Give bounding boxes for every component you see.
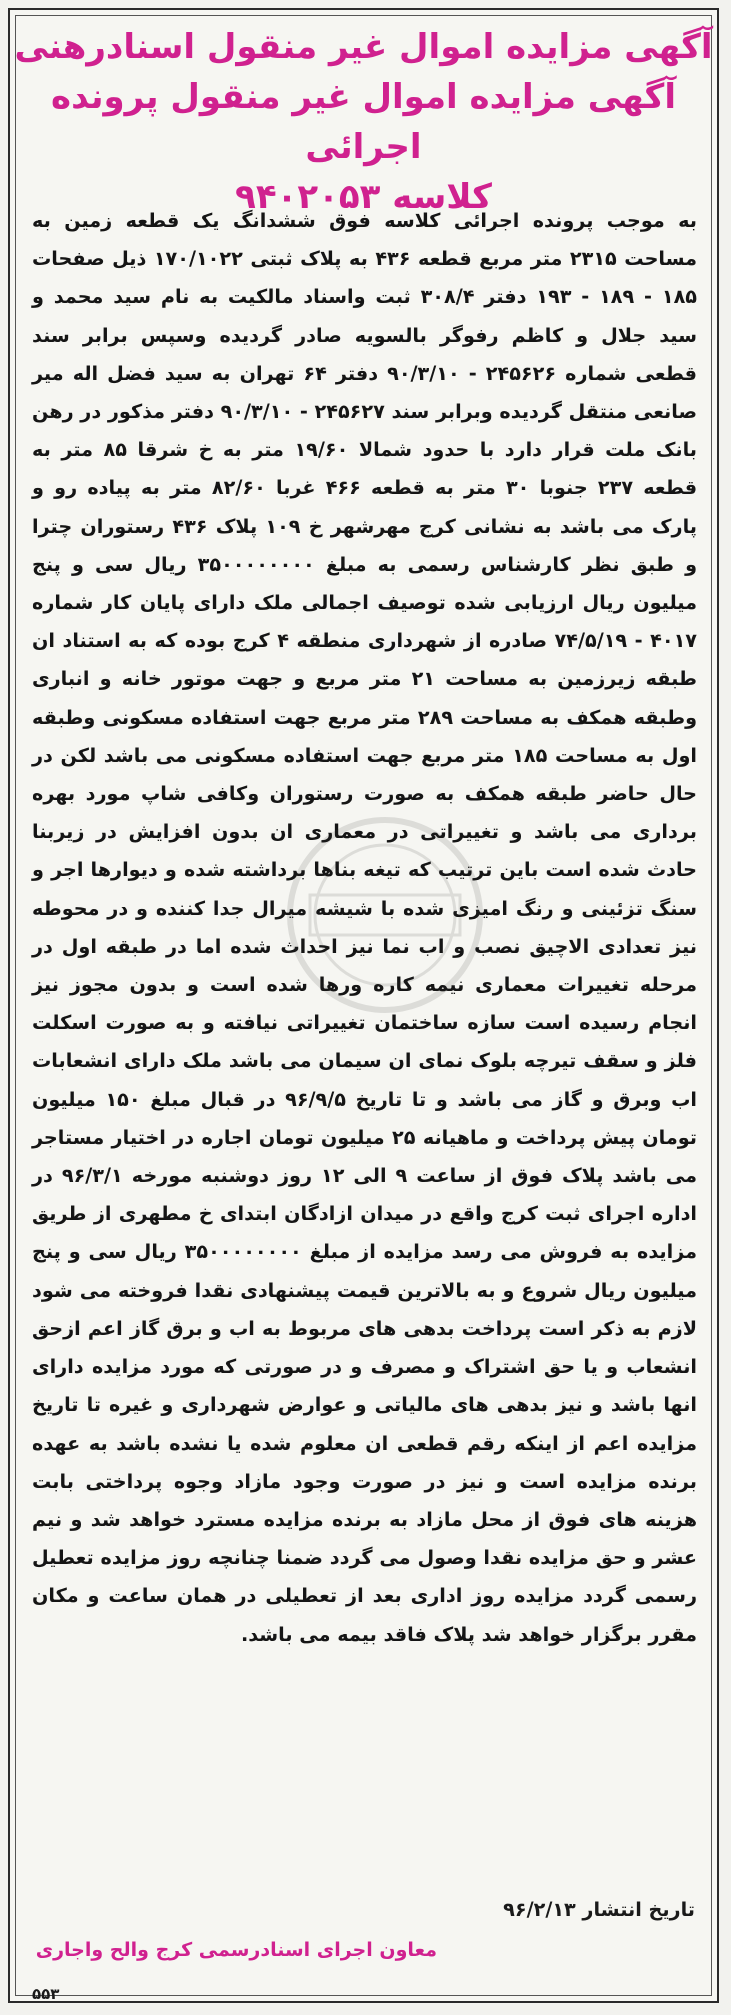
notice-title-line-2: آگهی مزایده اموال غیر منقول پرونده اجرائی (51, 77, 676, 167)
notice-frame (8, 8, 719, 2003)
publication-date: تاریخ انتشار ۹۶/۲/۱۳ (503, 1898, 695, 1921)
notice-body-text: به موجب پرونده اجرائی کلاسه فوق ششدانگ یک قطعه زمین به مساحت ۲۳۱۵ متر مربع قطعه ۴۳۶ به پلاک ثبتی ۱۷۰/۱۰۲۲ ذیل صفحات ۱۸۵ - ۱۸۹ - ۱۹۳ دفتر ۳۰۸/۴ ثبت واسناد مالکیت به نام سید محمد و سید جلال و کاظم رفوگر بالسویه صادر گردیده وسپس برابر سند قطعی شماره ۲۴۵۶۲۶ - ۹۰/۳/۱۰ دفتر ۶۴ تهران به سید فضل اله میر صانعی منتقل گردیده وبرابر سند ۲۴۵۶۲۷ - ۹۰/۳/۱۰ دفتر مذکور در رهن بانک ملت قرار دارد با حدود شمالا ۱۹/۶۰ متر به خ شرقا ۸۵ متر به قطعه ۲۳۷ جنوبا ۳۰ متر به قطعه ۴۶۶ غربا ۸۲/۶۰ متر به پیاده رو و پارک می باشد به نشانی کرج مهرشهر خ ۱۰۹ پلاک ۴۳۶ رستوران چترا و طبق نظر کارشناس رسمی به مبلغ ۳۵۰۰۰۰۰۰۰۰ ریال سی و پنج میلیون ریال ارزیابی شده توصیف اجمالی ملک دارای پایان کار شماره ۴۰۱۷ - ۷۴/۵/۱۹ صادره از شهرداری منطقه ۴ کرج بوده که به استناد ان طبقه زیرزمین به مساحت ۲۱ متر مربع و جهت موتور خانه و انباری وطبقه همکف به مساحت ۲۸۹ متر مربع جهت استفاده مسکونی وطبقه اول به مساحت ۱۸۵ متر مربع جهت استفاده مسکونی می باشد لکن در حال حاضر طبقه همکف به صورت رستوران وکافی شاپ مورد بهره برداری می باشد و تغییراتی در معماری ان بدون افزایش در زیربنا حادث شده است باین ترتیب که تیغه بناها برداشته شده و دیوارها اجر و سنگ تزئینی و رنگ امیزی شده با شیشه میرال جدا کننده و در محوطه نیز تعدادی الاچیق نصب و اب نما نیز احداث شده اما در طبقه اول در مرحله تغییرات معماری نیمه کاره ورها شده است و بدون مجوز نیز انجام رسیده است سازه ساختمان تغییراتی نیافته و به صورت اسکلت فلز و سقف تیرچه بلوک نمای ان سیمان می باشد ملک دارای انشعابات اب وبرق و گاز می باشد و تا تاریخ ۹۶/۹/۵ در قبال مبلغ ۱۵۰ میلیون تومان پیش پرداخت و ماهیانه ۲۵ میلیون تومان اجاره در اختیار مستاجر می باشد پلاک فوق از ساعت ۹ الی ۱۲ روز دوشنبه مورخه ۹۶/۳/۱ در اداره اجرای ثبت کرج واقع در میدان ازادگان ابتدای خ مطهری از طریق مزایده به فروش می رسد مزایده از مبلغ ۳۵۰۰۰۰۰۰۰۰ ریال سی و پنج میلیون ریال شروع و به بالاترین قیمت پیشنهادی نقدا فروخته می شود لازم به ذکر است پرداخت بدهی های مربوط به اب و برق گاز اعم ازحق انشعاب و یا حق اشتراک و مصرف و در صورتی که مورد مزایده دارای انها باشد و نیز بدهی های مالیاتی و عوارض شهرداری و غیره تا تاریخ مزایده اعم از اینکه رقم قطعی ان معلوم شده یا نشده باشد به عهده برنده مزایده است و نیز در صورت وجود مازاد وجوه پرداختی بابت هزینه های فوق از محل مازاد به برنده مزایده مسترد خواهد شد و نیم عشر و حق مزایده نقدا وصول می گردد ضمنا چنانچه روز مزایده تعطیل رسمی گردد مزایده روز اداری بعد از تعطیلی در همان ساعت و مکان مقرر برگزار خواهد شد پلاک فاقد بیمه می باشد. (32, 209, 698, 1646)
notice-case-number: کلاسه ۹۴۰۲۰۵۳ (235, 177, 492, 217)
notice-title-block (10, 22, 717, 222)
page-number: ۵۵۳ (32, 1985, 60, 2003)
signature-line: معاون اجرای اسنادرسمی کرج والح واجاری (35, 1939, 437, 1961)
notice-title-line-1: آگهی مزایده اموال غیر منقول اسنادرهنی (14, 27, 713, 67)
